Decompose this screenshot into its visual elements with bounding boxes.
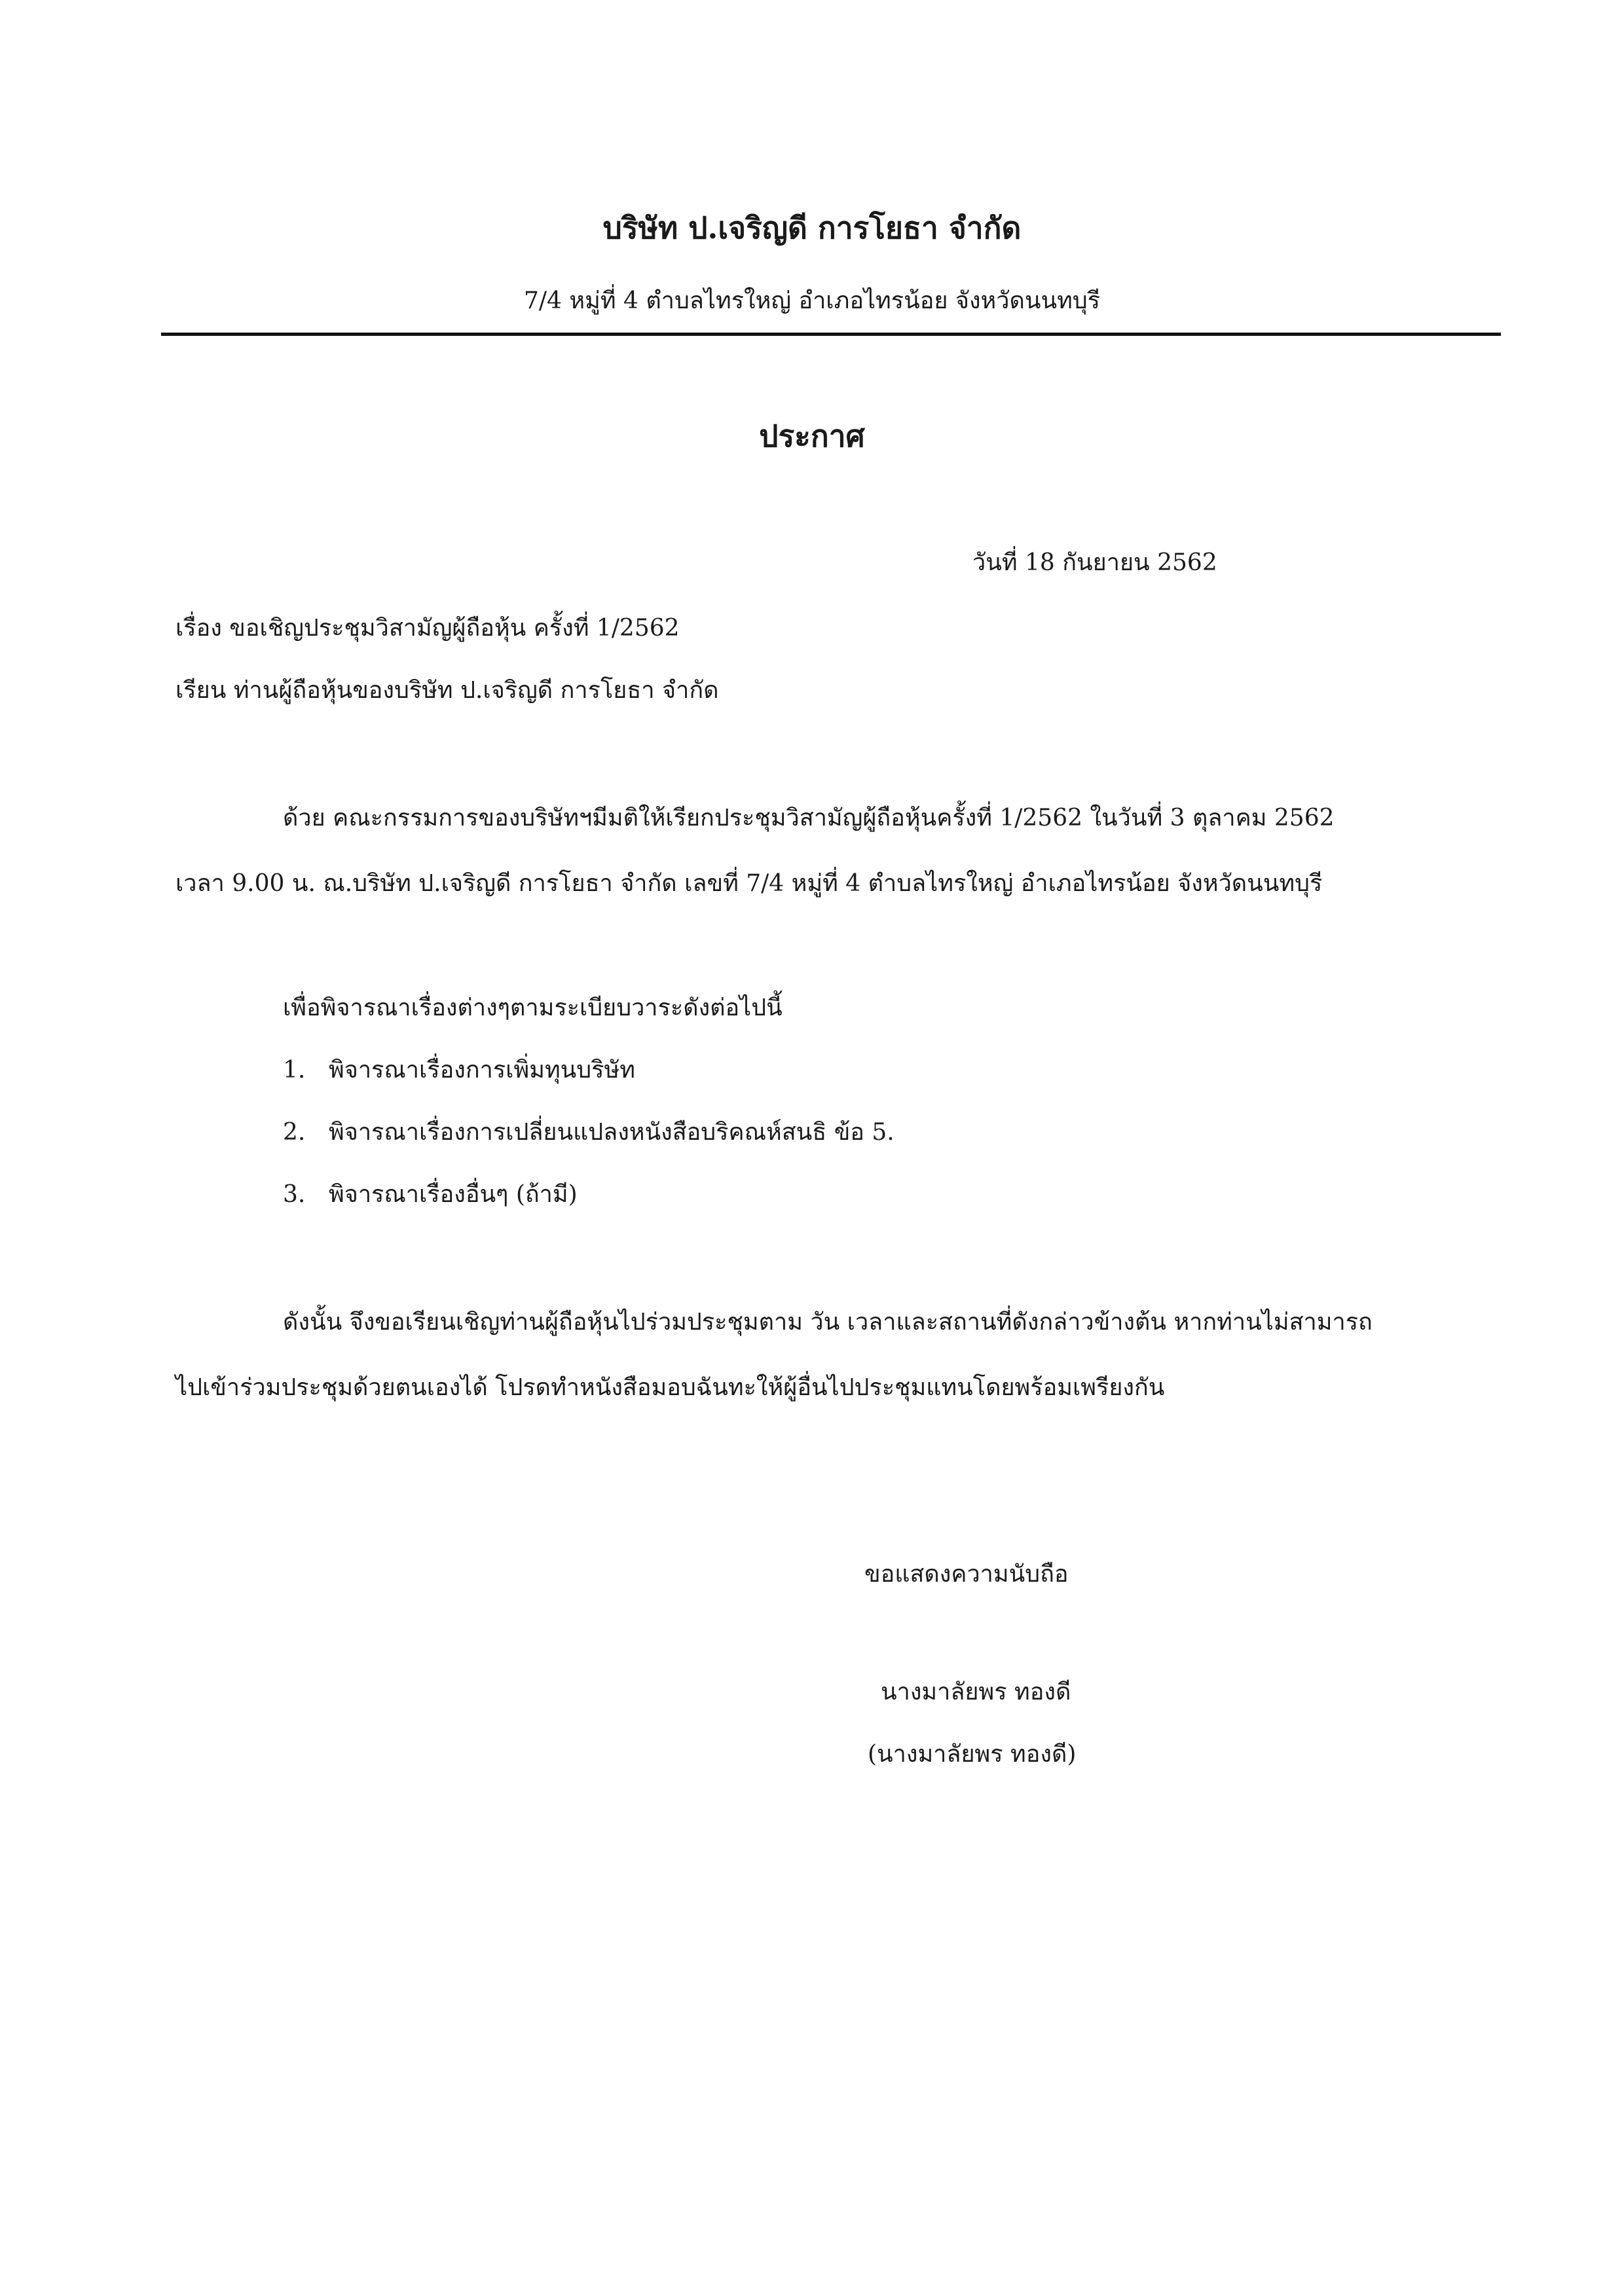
- date-line: วันที่ 18 กันยายน 2562: [972, 549, 1217, 576]
- paragraph1-line1: ด้วย คณะกรรมการของบริษัทฯมีมติให้เรียกประชุมวิสามัญผู้ถือหุ้นครั้งที่ 1/2562 ในวันที่ 3 ตุลาคม 2562: [283, 805, 1335, 831]
- document-heading: ประกาศ: [759, 418, 865, 454]
- agenda-item-text: พิจารณาเรื่องอื่นๆ (ถ้ามี): [329, 1181, 578, 1208]
- agenda-item: [283, 1175, 578, 1212]
- agenda-item-text: พิจารณาเรื่องการเปลี่ยนแปลงหนังสือบริคณห์สนธิ ข้อ 5.: [329, 1119, 895, 1146]
- subject-line: เรื่อง ขอเชิญประชุมวิสามัญผู้ถือหุ้น ครั้งที่ 1/2562: [175, 615, 680, 642]
- agenda-item: [283, 1113, 895, 1150]
- letterhead-divider: [161, 333, 1501, 336]
- company-address: 7/4 หมู่ที่ 4 ตำบลไทรใหญ่ อำเภอไทรน้อย จังหวัดนนทบุรี: [523, 287, 1101, 314]
- agenda-item-number: 3.: [283, 1181, 306, 1208]
- agenda-item: [283, 1051, 635, 1088]
- paragraph2-line2: ไปเข้าร่วมประชุมด้วยตนเองได้ โปรดทำหนังสือมอบฉันทะให้ผู้อื่นไปประชุมแทนโดยพร้อมเพรียงกัน: [175, 1374, 1165, 1401]
- agenda-item-text: พิจารณาเรื่องการเพิ่มทุนบริษัท: [329, 1057, 635, 1084]
- company-name: บริษัท ป.เจริญดี การโยธา จำกัด: [602, 210, 1022, 246]
- agenda-item-number: 2.: [283, 1119, 306, 1146]
- signature: นางมาลัยพร ทองดี: [881, 1679, 1071, 1705]
- paragraph1-line2: เวลา 9.00 น. ณ.บริษัท ป.เจริญดี การโยธา จำกัด เลขที่ 7/4 หมู่ที่ 4 ตำบลไทรใหญ่ อำเภอไทรน้อย จังหวัดนนทบุรี: [175, 870, 1323, 897]
- paragraph2-line1: ดังนั้น จึงขอเรียนเชิญท่านผู้ถือหุ้นไปร่วมประชุมตาม วัน เวลาและสถานที่ดังกล่าวข้างต้น หากท่านไม่สามารถ: [283, 1309, 1373, 1336]
- signer-name: (นางมาลัยพร ทองดี): [868, 1741, 1077, 1768]
- agenda-intro: เพื่อพิจารณาเรื่องต่างๆตามระเบียบวาระดังต่อไปนี้: [283, 994, 783, 1021]
- agenda-item-number: 1.: [283, 1057, 306, 1084]
- closing-phrase: ขอแสดงความนับถือ: [864, 1561, 1069, 1588]
- recipient-line: เรียน ท่านผู้ถือหุ้นของบริษัท ป.เจริญดี การโยธา จำกัด: [175, 677, 719, 704]
